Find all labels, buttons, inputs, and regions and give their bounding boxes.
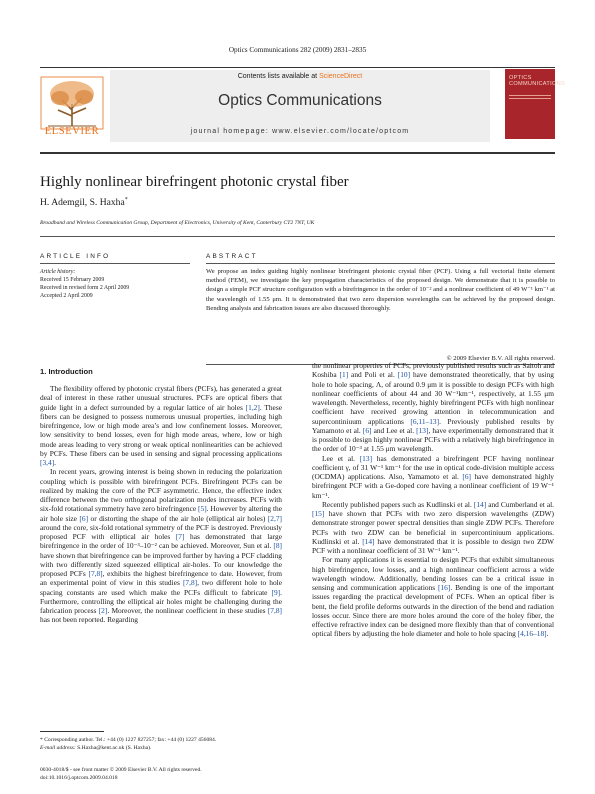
body-text: and Poli et al.	[348, 370, 398, 380]
body-text: have shown that PCFs with two zero dispersion wavelengths (ZDW) demonstrate stronger power spectral densities than single ZDW PCFs. Therefore PCFs with two ZDW can be beneficial in supercontiniuum applications. Kudlinski et al.	[312, 509, 554, 546]
cover-title: OPTICS COMMUNICATIONS	[509, 75, 565, 87]
body-text: . Previously published results by Yamamoto et al.	[312, 416, 554, 435]
citation-link[interactable]: [6]	[79, 513, 89, 523]
citation-link[interactable]: [4,16–18]	[517, 629, 547, 639]
citation-link[interactable]: [7,8]	[182, 578, 198, 588]
body-column-right	[312, 361, 554, 639]
corresponding-mark[interactable]: *	[124, 197, 128, 203]
body-text: the nonlinear properties of PCFs, previously published results such as Saitoh and Koshiba	[312, 361, 554, 380]
body-text: , exhibits the highest birefringence to date. However, from an experimental point of view in this studies	[40, 569, 282, 588]
citation-link[interactable]: [13]	[359, 453, 373, 463]
citation-link[interactable]: [9]	[271, 587, 281, 597]
citation-link[interactable]: [16]	[438, 583, 451, 592]
citation-link[interactable]: [7,8]	[88, 569, 103, 578]
body-paragraph	[40, 384, 282, 467]
body-text: In recent years, growing interest is being shown in reducing the polarization coupling which is possible with birefringent PCFs. Birefringent PCFs can be realized by making the core of the PCF asymmetric. Hence, the effective index difference between the two orthogonal polarization modes increases. PCFs with six-fold rotational symmetry have zero birefringence	[40, 467, 282, 514]
body-paragraph	[312, 555, 554, 638]
body-text: has demonstrated a birefringent PCF having nonlinear coefficient γ, of 31 W⁻¹ km⁻¹ for the use in optical code-division multiple access (OCDMA) applications. Also, Yamamoto et al.	[312, 453, 554, 481]
body-text: around the core, six-fold rotational symmetry of the PCF is destroyed. Previously proposed PCF with elliptical air holes	[40, 522, 282, 541]
authors	[40, 197, 128, 208]
article-title: Highly nonlinear birefringent photonic crystal fiber	[40, 174, 349, 190]
article-history	[40, 268, 190, 300]
body-text: have demonstrated theoretically, that by using hole to hole spacing, Λ, of around 0.9 μm it is possible to design PCFs with high nonlinear coefficients of about 44 and 30 W⁻¹km⁻¹, respectively, at 1.55 μm wavelength. Nevertheless, recently, highly birefringent PCFs with high nonlinear coefficient have received growing attention in telecommunication and supercontiniuum applications	[312, 370, 554, 426]
footnotes	[40, 736, 290, 752]
publisher-name: ELSEVIER	[44, 126, 100, 137]
sciencedirect-link[interactable]: ScienceDirect	[319, 73, 363, 80]
article-info-heading: ARTICLE INFO	[40, 253, 111, 260]
body-text: .	[54, 458, 57, 467]
citation-link[interactable]: [8]	[273, 541, 282, 551]
email-note	[40, 744, 290, 752]
body-text: . Moreover, the nonlinear coefficient in these studies	[107, 606, 268, 615]
citation-link[interactable]: [2,7]	[267, 513, 282, 523]
citation-link[interactable]: [2]	[98, 606, 108, 615]
author-names: H. Ademgil, S. Haxha	[40, 197, 125, 209]
citation-link[interactable]: [7]	[175, 532, 185, 541]
citation-link[interactable]: [5]	[198, 504, 207, 514]
journal-homepage-link[interactable]: journal homepage: www.elsevier.com/locate/optcom	[190, 128, 410, 135]
body-text: Lee et al.	[322, 453, 360, 463]
contents-line	[110, 73, 490, 80]
doi-link[interactable]: doi:10.1016/j.optcom.2009.04.018	[40, 775, 118, 781]
citation-link[interactable]: [6]	[362, 425, 372, 435]
body-paragraph	[40, 467, 282, 624]
citation-link[interactable]: [6]	[462, 472, 472, 481]
masthead-top-rule	[40, 67, 555, 68]
body-column-left	[40, 384, 282, 625]
journal-reference: Optics Communications 282 (2009) 2831–2835	[228, 46, 367, 54]
body-paragraph	[312, 500, 554, 556]
issn-line: 0030-4018/$ - see front matter © 2009 Elsevier B.V. All rights reserved.	[40, 767, 202, 773]
citation-link[interactable]: [3,4]	[40, 458, 55, 467]
body-text: has demonstrated that large birefringence in the order of 10⁻³–10⁻² can be achieved. Moreover, Sun et al.	[40, 532, 282, 551]
body-text: . However by altering the air hole size	[40, 504, 282, 523]
citation-link[interactable]: [14]	[362, 536, 375, 546]
citation-link[interactable]: [7,8]	[267, 606, 282, 615]
issn-block	[40, 766, 202, 782]
body-text: or distorting the shape of the air hole (elliptical air holes)	[88, 513, 268, 523]
body-text: For many applications it is essential to design PCFs that exhibit simultaneous high birefringence, low losses, and a high nonlinear coefficient across a wide wavelength window. Additionally, bending losses can be a critical issue in sensing and communication applications	[312, 555, 554, 592]
body-text: and Cumberland et al.	[486, 499, 554, 509]
abstract-text: We propose an index guiding highly nonlinear birefringent photonic crystal fiber (PCF). Using a full vectorial finite element method (FEM), we investigate the key propagation characteristics of the proposed design. We demonstrate that it is possible to design a simple PCF structure configuration with a birefringence in the order of 10⁻² and a nonlinear coefficient of 49 W⁻¹ km⁻¹ at the wavelength of 1.55 μm. It is demonstrated that two zero dispersion wavelengths can be achieved by the proposed design. Bending analysis and fabrication issues are also discussed thoroughly.	[206, 268, 555, 312]
body-text: , two different hole to hole spacing constants are used which make the PCFs difficult to fabricate	[40, 578, 282, 597]
citation-link[interactable]: [1]	[339, 370, 349, 380]
abstract-heading: ABSTRACT	[206, 253, 258, 260]
history-revised: Received in revised form 2 April 2009	[40, 285, 130, 291]
journal-masthead	[40, 70, 565, 146]
contents-prefix: Contents lists available at	[237, 73, 320, 80]
header-separator	[40, 236, 555, 237]
corresponding-author-note: * Corresponding author. Tel.: +44 (0) 1227 827257; fax: +44 (0) 1227 456084.	[40, 737, 217, 743]
masthead-bottom-rule	[40, 152, 555, 154]
body-text: and Lee et al.	[371, 425, 417, 435]
body-text: have demonstrated highly birefringent PCF with a Ge-doped core having a nonlinear coefficient of 19 W⁻¹ km⁻¹.	[312, 472, 554, 500]
journal-title: Optics Communications	[218, 92, 382, 109]
citation-link[interactable]: [14]	[473, 499, 487, 509]
history-accepted: Accepted 2 April 2009	[40, 293, 93, 299]
body-text: , have experimentally demonstrated that it is possible to design highly nonlinear PCFs with a relatively high birefringence in the order of 10⁻³ at 1.55 μm wavelength.	[312, 425, 554, 454]
body-paragraph	[312, 454, 554, 500]
body-text: . Furthermore, controlling the elliptical air holes might be challenging during the fabrication process	[40, 587, 282, 615]
footnote-rule	[40, 731, 104, 732]
abstract-copyright: © 2009 Elsevier B.V. All rights reserved.	[446, 355, 555, 362]
citation-link[interactable]: [13]	[416, 425, 429, 435]
body-text: have demonstrated that it is possible to design two ZDW PCF with a nonlinear coefficient of 31 W⁻¹ km⁻¹.	[312, 536, 555, 555]
citation-link[interactable]: [6,11–13]	[410, 416, 440, 426]
body-text: The flexibility offered by photonic crystal fibers (PCFs), has generated a great deal of interest in these rather unusual structures. PCFs are optical fibers that guide light in a defect surrounded by a regular lattice of air holes	[40, 384, 282, 412]
body-text: Recently published papers such as Kudlinski et al.	[322, 499, 474, 509]
body-text: . Bending is one of the important issues regarding the practical development of PCFs. When an optical fiber is bent, the field profile deforms outwards in the direction of the bend and radiation losses occur. Since there are more holes around the core of the holey fiber, the effective refractive index can be designed more flexibly than that of conventional optical fibers by adjusting the hole diameter and hole to hole spacing	[312, 583, 554, 639]
article-info-rule	[40, 263, 190, 264]
history-received: Received 15 February 2009	[40, 277, 105, 283]
body-text: has not been reported. Regarding	[40, 615, 138, 625]
email-label: E-mail address:	[40, 745, 76, 751]
email-address-link[interactable]: S.Haxha@kent.ac.uk (S. Haxha).	[75, 745, 152, 751]
body-paragraph	[312, 361, 554, 454]
section-heading-introduction: 1. Introduction	[40, 367, 93, 376]
citation-link[interactable]: [1,2]	[245, 402, 260, 412]
affiliation: Broadband and Wireless Communication Group, Department of Electronics, University of Kent, Canterbury CT2 7NT, UK	[40, 220, 315, 226]
citation-link[interactable]: [10]	[397, 370, 411, 380]
history-label: Article history:	[40, 269, 76, 275]
body-text: have shown that birefringence can be improved further by having a PCF cladding with two differently sized squeezed elliptical air-holes. To our knowledge the proposed PCFs	[40, 550, 282, 578]
body-text: . These fibers can be designed to possess numerous unusual properties, including high birefringence, low or high mode area’s and low confinement losses. Moreover, low sensitivity to bend losses, even for high mode areas, where, low or high mode areas leading to very strong or weak optical nonlinearities can be achieved by PCFs. These fibers can be used in sensing and signal processing applications	[40, 402, 282, 458]
body-text: .	[546, 629, 549, 639]
journal-cover-image	[505, 69, 565, 139]
citation-link[interactable]: [15]	[312, 509, 325, 518]
abstract-rule	[206, 263, 555, 264]
masthead-panel	[110, 70, 490, 142]
